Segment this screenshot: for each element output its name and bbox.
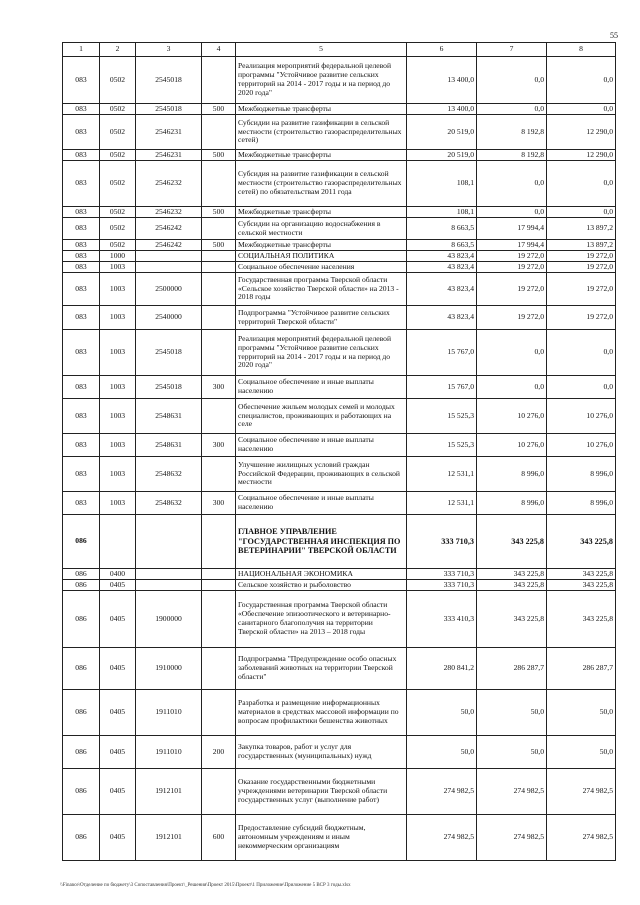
amount-year-1: 108,1 bbox=[407, 207, 477, 218]
amount-year-2: 8 192,8 bbox=[477, 150, 547, 161]
code-expense-type bbox=[202, 273, 236, 306]
code-kvsr: 083 bbox=[63, 251, 100, 262]
code-section: 0400 bbox=[100, 569, 136, 580]
amount-year-2: 17 994,4 bbox=[477, 240, 547, 251]
code-expense-type: 500 bbox=[202, 104, 236, 115]
code-section: 1003 bbox=[100, 273, 136, 306]
item-name: Подпрограмма "Предупреждение особо опасных заболеваний животных на территории Тверской области" bbox=[236, 648, 407, 690]
item-name: Реализация мероприятий федеральной целевой программы "Устойчивое развитие сельских территорий на 2014 - 2017 годы и на период до 2020 года" bbox=[236, 57, 407, 104]
code-article: 1912101 bbox=[136, 769, 202, 815]
table-row bbox=[63, 457, 616, 492]
code-expense-type: 300 bbox=[202, 434, 236, 457]
item-name: Государственная программа Тверской области «Обеспечение эпизоотического и ветеринарно-санитарного благополучия на территории Тверской области» на 2013 – 2018 годы bbox=[236, 591, 407, 648]
amount-year-1: 12 531,1 bbox=[407, 457, 477, 492]
amount-year-3: 343 225,8 bbox=[547, 591, 616, 648]
code-expense-type bbox=[202, 769, 236, 815]
table-row bbox=[63, 376, 616, 399]
amount-year-3: 343 225,8 bbox=[547, 515, 616, 569]
code-section: 1003 bbox=[100, 434, 136, 457]
code-section: 0502 bbox=[100, 161, 136, 207]
amount-year-2: 0,0 bbox=[477, 207, 547, 218]
amount-year-2: 19 272,0 bbox=[477, 306, 547, 330]
amount-year-2: 19 272,0 bbox=[477, 251, 547, 262]
code-article: 2545018 bbox=[136, 57, 202, 104]
amount-year-1: 13 400,0 bbox=[407, 104, 477, 115]
item-name: Субсидия на развитие газификации в сельской местности (строительство газораспределительных сетей) по обязательствам 2011 года bbox=[236, 161, 407, 207]
table-row bbox=[63, 104, 616, 115]
code-kvsr: 083 bbox=[63, 330, 100, 376]
amount-year-3: 274 982,5 bbox=[547, 769, 616, 815]
code-expense-type bbox=[202, 515, 236, 569]
code-section: 0405 bbox=[100, 736, 136, 769]
code-kvsr: 083 bbox=[63, 399, 100, 434]
table-row bbox=[63, 330, 616, 376]
code-article: 2546232 bbox=[136, 207, 202, 218]
page-number: 55 bbox=[610, 31, 618, 40]
amount-year-2: 50,0 bbox=[477, 736, 547, 769]
item-name: Социальное обеспечение и иные выплаты населению bbox=[236, 434, 407, 457]
col-header-3: 3 bbox=[136, 43, 202, 57]
code-section: 1003 bbox=[100, 376, 136, 399]
item-name: Социальное обеспечение и иные выплаты населению bbox=[236, 492, 407, 515]
code-section bbox=[100, 515, 136, 569]
item-name: Разработка и размещение информационных материалов в средствах массовой информации по вопросам профилактики бешенства животных bbox=[236, 690, 407, 736]
col-header-4: 4 bbox=[202, 43, 236, 57]
code-expense-type bbox=[202, 218, 236, 240]
code-kvsr: 086 bbox=[63, 515, 100, 569]
code-expense-type bbox=[202, 262, 236, 273]
table-row bbox=[63, 434, 616, 457]
code-expense-type: 300 bbox=[202, 492, 236, 515]
code-article bbox=[136, 515, 202, 569]
item-name: ГЛАВНОЕ УПРАВЛЕНИЕ "ГОСУДАРСТВЕННАЯ ИНСПЕКЦИЯ ПО ВЕТЕРИНАРИИ" ТВЕРСКОЙ ОБЛАСТИ bbox=[236, 515, 407, 569]
code-section: 0502 bbox=[100, 57, 136, 104]
table-row bbox=[63, 648, 616, 690]
amount-year-2: 0,0 bbox=[477, 330, 547, 376]
code-section: 1003 bbox=[100, 492, 136, 515]
code-section: 0502 bbox=[100, 207, 136, 218]
code-expense-type bbox=[202, 457, 236, 492]
code-expense-type bbox=[202, 161, 236, 207]
table-row bbox=[63, 207, 616, 218]
amount-year-2: 274 982,5 bbox=[477, 769, 547, 815]
code-article: 2546242 bbox=[136, 218, 202, 240]
amount-year-2: 0,0 bbox=[477, 376, 547, 399]
code-article bbox=[136, 569, 202, 580]
amount-year-3: 19 272,0 bbox=[547, 306, 616, 330]
code-article: 2548631 bbox=[136, 434, 202, 457]
code-kvsr: 086 bbox=[63, 591, 100, 648]
amount-year-2: 274 982,5 bbox=[477, 815, 547, 861]
amount-year-1: 15 767,0 bbox=[407, 330, 477, 376]
amount-year-3: 0,0 bbox=[547, 104, 616, 115]
code-article: 1910000 bbox=[136, 648, 202, 690]
code-expense-type bbox=[202, 115, 236, 150]
code-section: 1000 bbox=[100, 251, 136, 262]
code-kvsr: 083 bbox=[63, 262, 100, 273]
code-kvsr: 086 bbox=[63, 736, 100, 769]
code-section: 1003 bbox=[100, 457, 136, 492]
code-expense-type bbox=[202, 591, 236, 648]
table-row bbox=[63, 273, 616, 306]
code-article: 2545018 bbox=[136, 330, 202, 376]
amount-year-1: 13 400,0 bbox=[407, 57, 477, 104]
code-article: 2546242 bbox=[136, 240, 202, 251]
amount-year-3: 8 996,0 bbox=[547, 457, 616, 492]
table-row bbox=[63, 306, 616, 330]
code-kvsr: 083 bbox=[63, 104, 100, 115]
item-name: Государственная программа Тверской области «Сельское хозяйство Тверской области» на 2013 - 2018 годы bbox=[236, 273, 407, 306]
table-row bbox=[63, 262, 616, 273]
amount-year-1: 20 519,0 bbox=[407, 150, 477, 161]
amount-year-1: 108,1 bbox=[407, 161, 477, 207]
amount-year-3: 10 276,0 bbox=[547, 434, 616, 457]
code-expense-type bbox=[202, 330, 236, 376]
amount-year-1: 333 410,3 bbox=[407, 591, 477, 648]
item-name: Обеспечение жильем молодых семей и молодых специалистов, проживающих и работающих на селе bbox=[236, 399, 407, 434]
table-row bbox=[63, 580, 616, 591]
code-kvsr: 083 bbox=[63, 492, 100, 515]
code-article: 2500000 bbox=[136, 273, 202, 306]
amount-year-3: 0,0 bbox=[547, 376, 616, 399]
code-expense-type: 500 bbox=[202, 150, 236, 161]
amount-year-3: 0,0 bbox=[547, 207, 616, 218]
item-name: Межбюджетные трансферты bbox=[236, 240, 407, 251]
amount-year-2: 50,0 bbox=[477, 690, 547, 736]
amount-year-3: 10 276,0 bbox=[547, 399, 616, 434]
table-row bbox=[63, 769, 616, 815]
code-kvsr: 086 bbox=[63, 580, 100, 591]
code-kvsr: 086 bbox=[63, 648, 100, 690]
code-article bbox=[136, 251, 202, 262]
amount-year-3: 343 225,8 bbox=[547, 569, 616, 580]
amount-year-2: 8 996,0 bbox=[477, 492, 547, 515]
code-article: 2548632 bbox=[136, 492, 202, 515]
amount-year-3: 286 287,7 bbox=[547, 648, 616, 690]
amount-year-1: 20 519,0 bbox=[407, 115, 477, 150]
amount-year-1: 43 823,4 bbox=[407, 262, 477, 273]
amount-year-1: 50,0 bbox=[407, 690, 477, 736]
code-article: 2545018 bbox=[136, 376, 202, 399]
code-article: 2540000 bbox=[136, 306, 202, 330]
amount-year-2: 10 276,0 bbox=[477, 399, 547, 434]
code-expense-type bbox=[202, 569, 236, 580]
amount-year-2: 10 276,0 bbox=[477, 434, 547, 457]
item-name: Межбюджетные трансферты bbox=[236, 150, 407, 161]
code-section: 1003 bbox=[100, 306, 136, 330]
amount-year-2: 19 272,0 bbox=[477, 262, 547, 273]
amount-year-1: 50,0 bbox=[407, 736, 477, 769]
code-article: 2548631 bbox=[136, 399, 202, 434]
amount-year-3: 274 982,5 bbox=[547, 815, 616, 861]
code-section: 0405 bbox=[100, 769, 136, 815]
code-expense-type bbox=[202, 57, 236, 104]
code-kvsr: 083 bbox=[63, 434, 100, 457]
table-row bbox=[63, 161, 616, 207]
col-header-5: 5 bbox=[236, 43, 407, 57]
budget-table bbox=[62, 42, 616, 861]
code-section: 0502 bbox=[100, 150, 136, 161]
code-section: 0502 bbox=[100, 240, 136, 251]
item-name: Оказание государственными бюджетными учреждениями ветеринарии Тверской области государственных услуг (выполнение работ) bbox=[236, 769, 407, 815]
code-kvsr: 083 bbox=[63, 57, 100, 104]
amount-year-2: 17 994,4 bbox=[477, 218, 547, 240]
code-expense-type bbox=[202, 690, 236, 736]
file-path-footer: \\Finance\Отделение по бюджету\3 Сопоставления\Проект\_Решения\Проект 2015\Проект\1 Приложение\Приложение 5 ВСР 3 годы.xlsx bbox=[60, 883, 351, 888]
code-article: 1912101 bbox=[136, 815, 202, 861]
amount-year-2: 343 225,8 bbox=[477, 515, 547, 569]
amount-year-2: 343 225,8 bbox=[477, 569, 547, 580]
code-kvsr: 086 bbox=[63, 815, 100, 861]
amount-year-3: 0,0 bbox=[547, 161, 616, 207]
amount-year-2: 19 272,0 bbox=[477, 273, 547, 306]
code-article bbox=[136, 262, 202, 273]
amount-year-2: 286 287,7 bbox=[477, 648, 547, 690]
code-kvsr: 086 bbox=[63, 690, 100, 736]
code-expense-type: 500 bbox=[202, 207, 236, 218]
item-name: Улучшение жилищных условий граждан Российской Федерации, проживающих в сельской местности bbox=[236, 457, 407, 492]
code-article: 2548632 bbox=[136, 457, 202, 492]
amount-year-3: 12 290,0 bbox=[547, 150, 616, 161]
amount-year-3: 12 290,0 bbox=[547, 115, 616, 150]
amount-year-2: 8 192,8 bbox=[477, 115, 547, 150]
amount-year-3: 19 272,0 bbox=[547, 251, 616, 262]
code-section: 0405 bbox=[100, 580, 136, 591]
code-expense-type: 200 bbox=[202, 736, 236, 769]
item-name: Социальное обеспечение населения bbox=[236, 262, 407, 273]
col-header-2: 2 bbox=[100, 43, 136, 57]
code-article: 1911010 bbox=[136, 736, 202, 769]
item-name: НАЦИОНАЛЬНАЯ ЭКОНОМИКА bbox=[236, 569, 407, 580]
code-kvsr: 083 bbox=[63, 115, 100, 150]
amount-year-1: 8 663,5 bbox=[407, 240, 477, 251]
code-kvsr: 083 bbox=[63, 218, 100, 240]
code-expense-type bbox=[202, 648, 236, 690]
code-kvsr: 083 bbox=[63, 273, 100, 306]
table-row bbox=[63, 218, 616, 240]
amount-year-2: 343 225,8 bbox=[477, 580, 547, 591]
code-kvsr: 083 bbox=[63, 207, 100, 218]
code-section: 0502 bbox=[100, 104, 136, 115]
amount-year-3: 0,0 bbox=[547, 330, 616, 376]
code-article: 1911010 bbox=[136, 690, 202, 736]
amount-year-1: 274 982,5 bbox=[407, 815, 477, 861]
amount-year-3: 13 897,2 bbox=[547, 218, 616, 240]
code-article bbox=[136, 580, 202, 591]
table-row bbox=[63, 150, 616, 161]
table-row bbox=[63, 240, 616, 251]
table-row bbox=[63, 492, 616, 515]
code-section: 0502 bbox=[100, 115, 136, 150]
amount-year-1: 333 710,3 bbox=[407, 515, 477, 569]
amount-year-1: 333 710,3 bbox=[407, 580, 477, 591]
item-name: Субсидии на организацию водоснабжения в сельской местности bbox=[236, 218, 407, 240]
code-expense-type bbox=[202, 399, 236, 434]
amount-year-1: 12 531,1 bbox=[407, 492, 477, 515]
col-header-6: 6 bbox=[407, 43, 477, 57]
item-name: Предоставление субсидий бюджетным, автономным учреждениям и иным некоммерческим организациям bbox=[236, 815, 407, 861]
table-row bbox=[63, 57, 616, 104]
table-row bbox=[63, 690, 616, 736]
amount-year-1: 274 982,5 bbox=[407, 769, 477, 815]
code-section: 0502 bbox=[100, 218, 136, 240]
code-expense-type: 300 bbox=[202, 376, 236, 399]
item-name: Межбюджетные трансферты bbox=[236, 104, 407, 115]
amount-year-1: 15 767,0 bbox=[407, 376, 477, 399]
amount-year-1: 15 525,3 bbox=[407, 399, 477, 434]
table-row bbox=[63, 815, 616, 861]
amount-year-1: 333 710,3 bbox=[407, 569, 477, 580]
code-article: 2545018 bbox=[136, 104, 202, 115]
code-kvsr: 083 bbox=[63, 457, 100, 492]
col-header-7: 7 bbox=[477, 43, 547, 57]
code-kvsr: 083 bbox=[63, 306, 100, 330]
item-name: Подпрограмма "Устойчивое развитие сельских территорий Тверской области" bbox=[236, 306, 407, 330]
code-section: 0405 bbox=[100, 648, 136, 690]
amount-year-1: 43 823,4 bbox=[407, 251, 477, 262]
item-name: Реализация мероприятий федеральной целевой программы "Устойчивое развитие сельских территорий на 2014 - 2017 годы и на период до 2020 года" bbox=[236, 330, 407, 376]
code-article: 1900000 bbox=[136, 591, 202, 648]
code-kvsr: 083 bbox=[63, 150, 100, 161]
code-kvsr: 083 bbox=[63, 240, 100, 251]
amount-year-1: 8 663,5 bbox=[407, 218, 477, 240]
code-section: 0405 bbox=[100, 815, 136, 861]
code-section: 1003 bbox=[100, 262, 136, 273]
code-section: 0405 bbox=[100, 591, 136, 648]
col-header-1: 1 bbox=[63, 43, 100, 57]
item-name: Субсидии на развитие газификации в сельской местности (строительство газораспределительных сетей) bbox=[236, 115, 407, 150]
table-row bbox=[63, 399, 616, 434]
code-expense-type: 600 bbox=[202, 815, 236, 861]
code-expense-type: 500 bbox=[202, 240, 236, 251]
code-article: 2546231 bbox=[136, 150, 202, 161]
table-row bbox=[63, 569, 616, 580]
amount-year-3: 8 996,0 bbox=[547, 492, 616, 515]
item-name: Сельское хозяйство и рыболовство bbox=[236, 580, 407, 591]
item-name: Межбюджетные трансферты bbox=[236, 207, 407, 218]
code-expense-type bbox=[202, 306, 236, 330]
amount-year-3: 19 272,0 bbox=[547, 262, 616, 273]
amount-year-3: 343 225,8 bbox=[547, 580, 616, 591]
item-name: Социальное обеспечение и иные выплаты населению bbox=[236, 376, 407, 399]
amount-year-2: 343 225,8 bbox=[477, 591, 547, 648]
amount-year-3: 13 897,2 bbox=[547, 240, 616, 251]
table-body bbox=[63, 57, 616, 861]
code-article: 2546231 bbox=[136, 115, 202, 150]
code-expense-type bbox=[202, 580, 236, 591]
amount-year-3: 0,0 bbox=[547, 57, 616, 104]
amount-year-1: 280 841,2 bbox=[407, 648, 477, 690]
table-row bbox=[63, 591, 616, 648]
code-kvsr: 086 bbox=[63, 769, 100, 815]
amount-year-3: 50,0 bbox=[547, 690, 616, 736]
item-name: Закупка товаров, работ и услуг для государственных (муниципальных) нужд bbox=[236, 736, 407, 769]
code-expense-type bbox=[202, 251, 236, 262]
table-row bbox=[63, 251, 616, 262]
code-section: 1003 bbox=[100, 330, 136, 376]
code-section: 1003 bbox=[100, 399, 136, 434]
code-kvsr: 086 bbox=[63, 569, 100, 580]
table-row bbox=[63, 115, 616, 150]
header-row bbox=[63, 43, 616, 57]
code-kvsr: 083 bbox=[63, 161, 100, 207]
amount-year-1: 43 823,4 bbox=[407, 306, 477, 330]
item-name: СОЦИАЛЬНАЯ ПОЛИТИКА bbox=[236, 251, 407, 262]
code-section: 0405 bbox=[100, 690, 136, 736]
amount-year-2: 0,0 bbox=[477, 161, 547, 207]
col-header-8: 8 bbox=[547, 43, 616, 57]
amount-year-2: 0,0 bbox=[477, 57, 547, 104]
amount-year-2: 8 996,0 bbox=[477, 457, 547, 492]
code-article: 2546232 bbox=[136, 161, 202, 207]
table-row bbox=[63, 515, 616, 569]
amount-year-3: 50,0 bbox=[547, 736, 616, 769]
amount-year-1: 15 525,3 bbox=[407, 434, 477, 457]
code-kvsr: 083 bbox=[63, 376, 100, 399]
table-row bbox=[63, 736, 616, 769]
amount-year-3: 19 272,0 bbox=[547, 273, 616, 306]
amount-year-2: 0,0 bbox=[477, 104, 547, 115]
amount-year-1: 43 823,4 bbox=[407, 273, 477, 306]
